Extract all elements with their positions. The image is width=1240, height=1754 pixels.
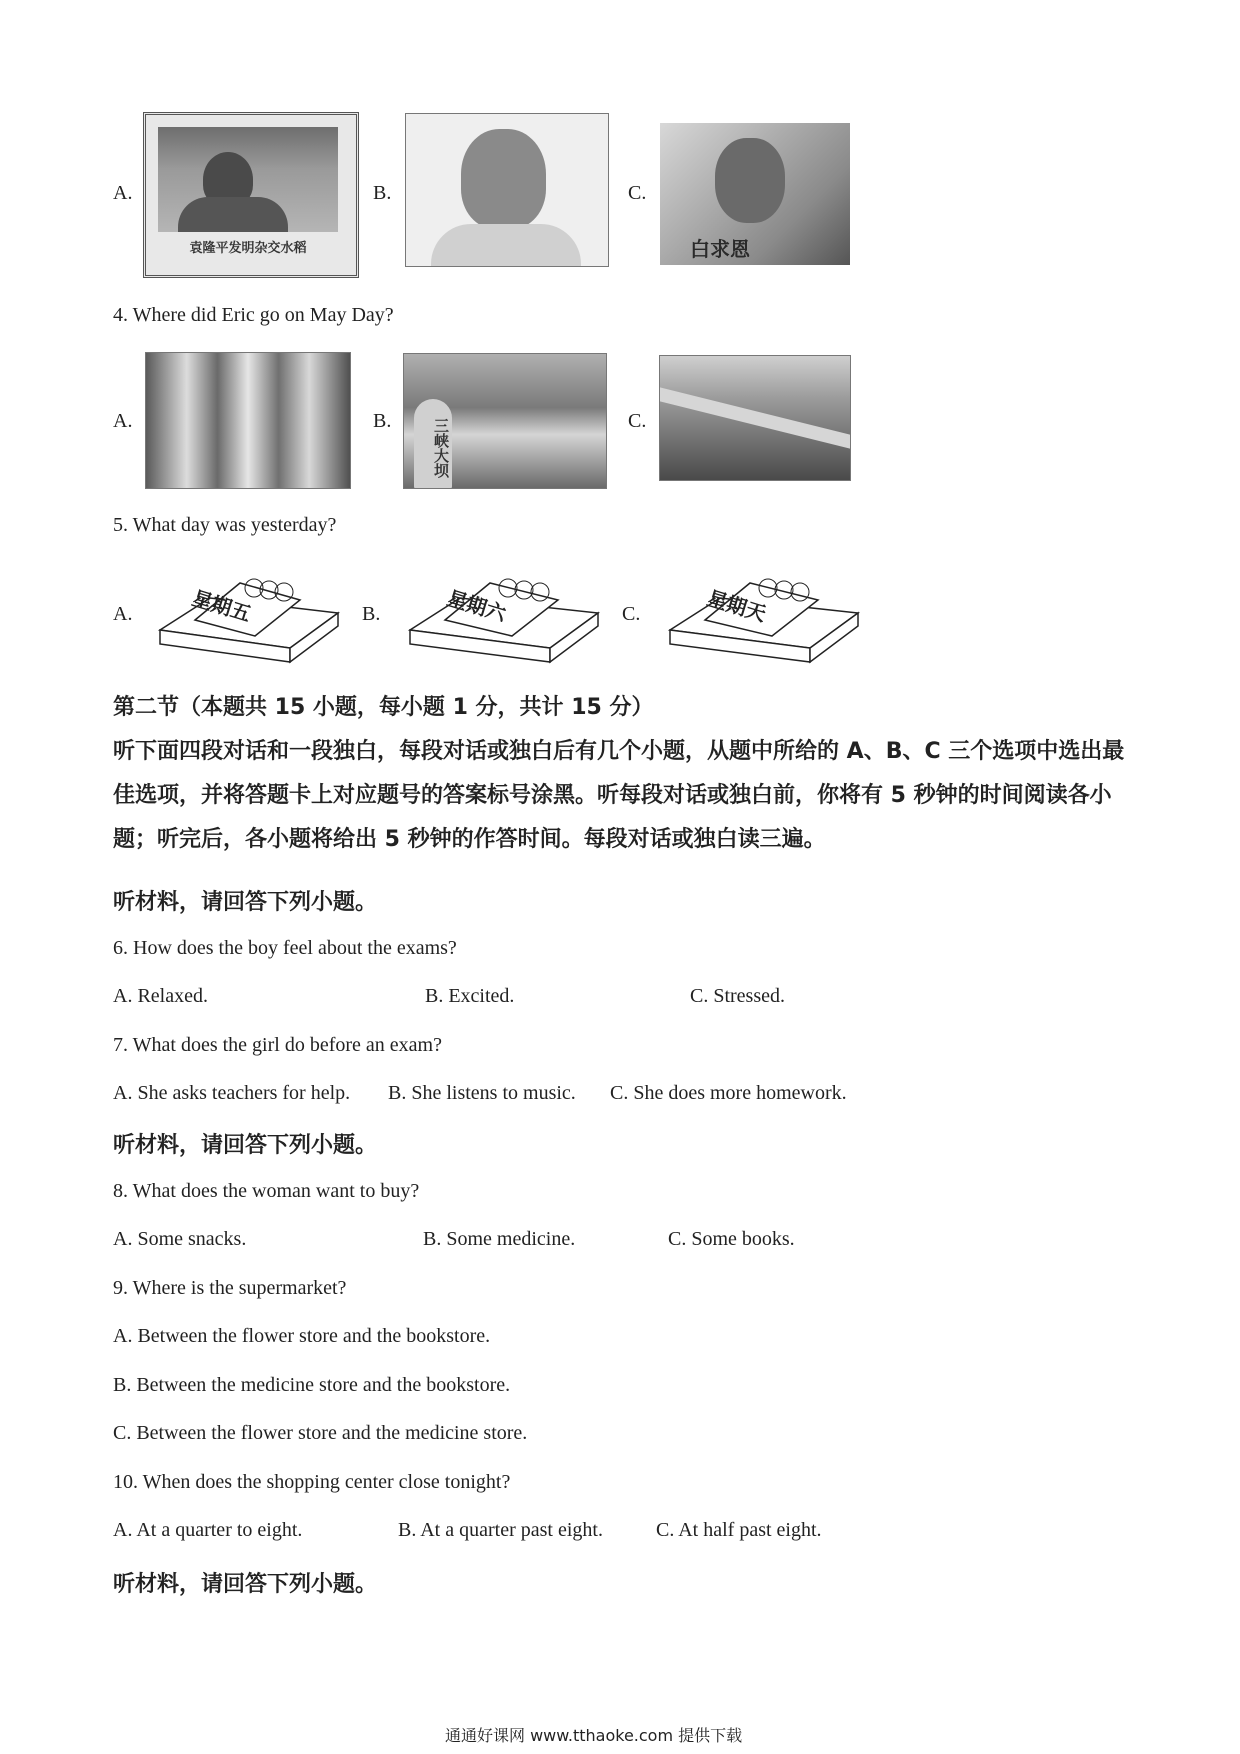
portrait-head (715, 138, 785, 223)
q3-option-a-caption: 袁隆平发明杂交水稻 (189, 241, 307, 256)
waterfall-photo (145, 352, 351, 489)
q7-option-a: A. She asks teachers for help. (113, 1082, 351, 1104)
q9-option-b: B. Between the medicine store and the bookstore. (113, 1374, 511, 1396)
q4-question: 4. Where did Eric go on May Day? (113, 304, 394, 326)
q5-option-b-calendar-text: 星期六 (444, 585, 509, 627)
q6-question: 6. How does the boy feel about the exams? (113, 937, 457, 959)
q8-option-a: A. Some snacks. (113, 1228, 247, 1250)
q8-question: 8. What does the woman want to buy? (113, 1180, 420, 1202)
q7-option-b: B. She listens to music. (388, 1082, 576, 1104)
q7-question: 7. What does the girl do before an exam? (113, 1034, 442, 1056)
portrait-head (461, 129, 546, 229)
q4-option-a-letter: A. (113, 410, 133, 432)
q10-question: 10. When does the shopping center close tonight? (113, 1471, 511, 1493)
section2-title: 第二节（本题共 15 小题，每小题 1 分，共计 15 分） (113, 695, 654, 720)
q3-option-b-picture (405, 113, 609, 267)
calendar-icon (150, 568, 350, 668)
q10-option-c: C. At half past eight. (656, 1519, 822, 1541)
q4-option-b-caption: 三峡大坝 (414, 399, 452, 489)
q4-option-c-letter: C. (628, 410, 647, 432)
q3-option-c-letter: C. (628, 182, 647, 204)
q7-option-c: C. She does more homework. (610, 1082, 847, 1104)
q5-option-a-letter: A. (113, 603, 133, 625)
q5-option-a-calendar-text: 星期五 (189, 585, 254, 627)
section2-instructions: 听下面四段对话和一段独白，每段对话或独白后有几个小题，从题中所给的 A、B、C 三个选项中选出最佳选项，并将答题卡上对应题号的答案标号涂黑。听每段对话或独白前，你将有 5 秒钟的时间阅读各小题；听完后，各小题将给出 5 秒钟的作答时间。每段对话或独白读三遍。 (113, 739, 1125, 852)
q3-option-b-letter: B. (373, 182, 392, 204)
q6-option-b: B. Excited. (425, 985, 515, 1007)
page-footer: 通通好课网 www.tthaoke.com 提供下载 (445, 1726, 743, 1745)
calendar-icon (660, 568, 870, 668)
q9-option-c: C. Between the flower store and the medicine store. (113, 1422, 528, 1444)
q5-option-c-calendar-text: 星期天 (704, 585, 769, 627)
q5-question: 5. What day was yesterday? (113, 514, 337, 536)
q9-question: 9. Where is the supermarket? (113, 1277, 347, 1299)
q3-option-a-letter: A. (113, 182, 133, 204)
q3-option-c-picture (660, 123, 850, 265)
q8-option-c: C. Some books. (668, 1228, 795, 1250)
q5-option-c-letter: C. (622, 603, 641, 625)
q8-option-b: B. Some medicine. (423, 1228, 576, 1250)
q10-option-b: B. At a quarter past eight. (398, 1519, 603, 1541)
q6-option-c: C. Stressed. (690, 985, 785, 1007)
material-label-3: 听材料，请回答下列小题。 (113, 1572, 378, 1597)
great-wall-photo (659, 355, 851, 481)
q3-option-a-picture (143, 112, 359, 278)
material-label-2: 听材料，请回答下列小题。 (113, 1133, 378, 1158)
q3-option-c-caption: 白求恩 (690, 237, 750, 261)
q9-option-a: A. Between the flower store and the bookstore. (113, 1325, 491, 1347)
photo-rice-field (158, 127, 338, 232)
three-gorges-photo (403, 353, 607, 489)
q4-option-b-letter: B. (373, 410, 392, 432)
q10-option-a: A. At a quarter to eight. (113, 1519, 303, 1541)
q6-option-a: A. Relaxed. (113, 985, 208, 1007)
calendar-icon (400, 568, 610, 668)
material-label-1: 听材料，请回答下列小题。 (113, 890, 378, 915)
q5-option-b-letter: B. (362, 603, 381, 625)
